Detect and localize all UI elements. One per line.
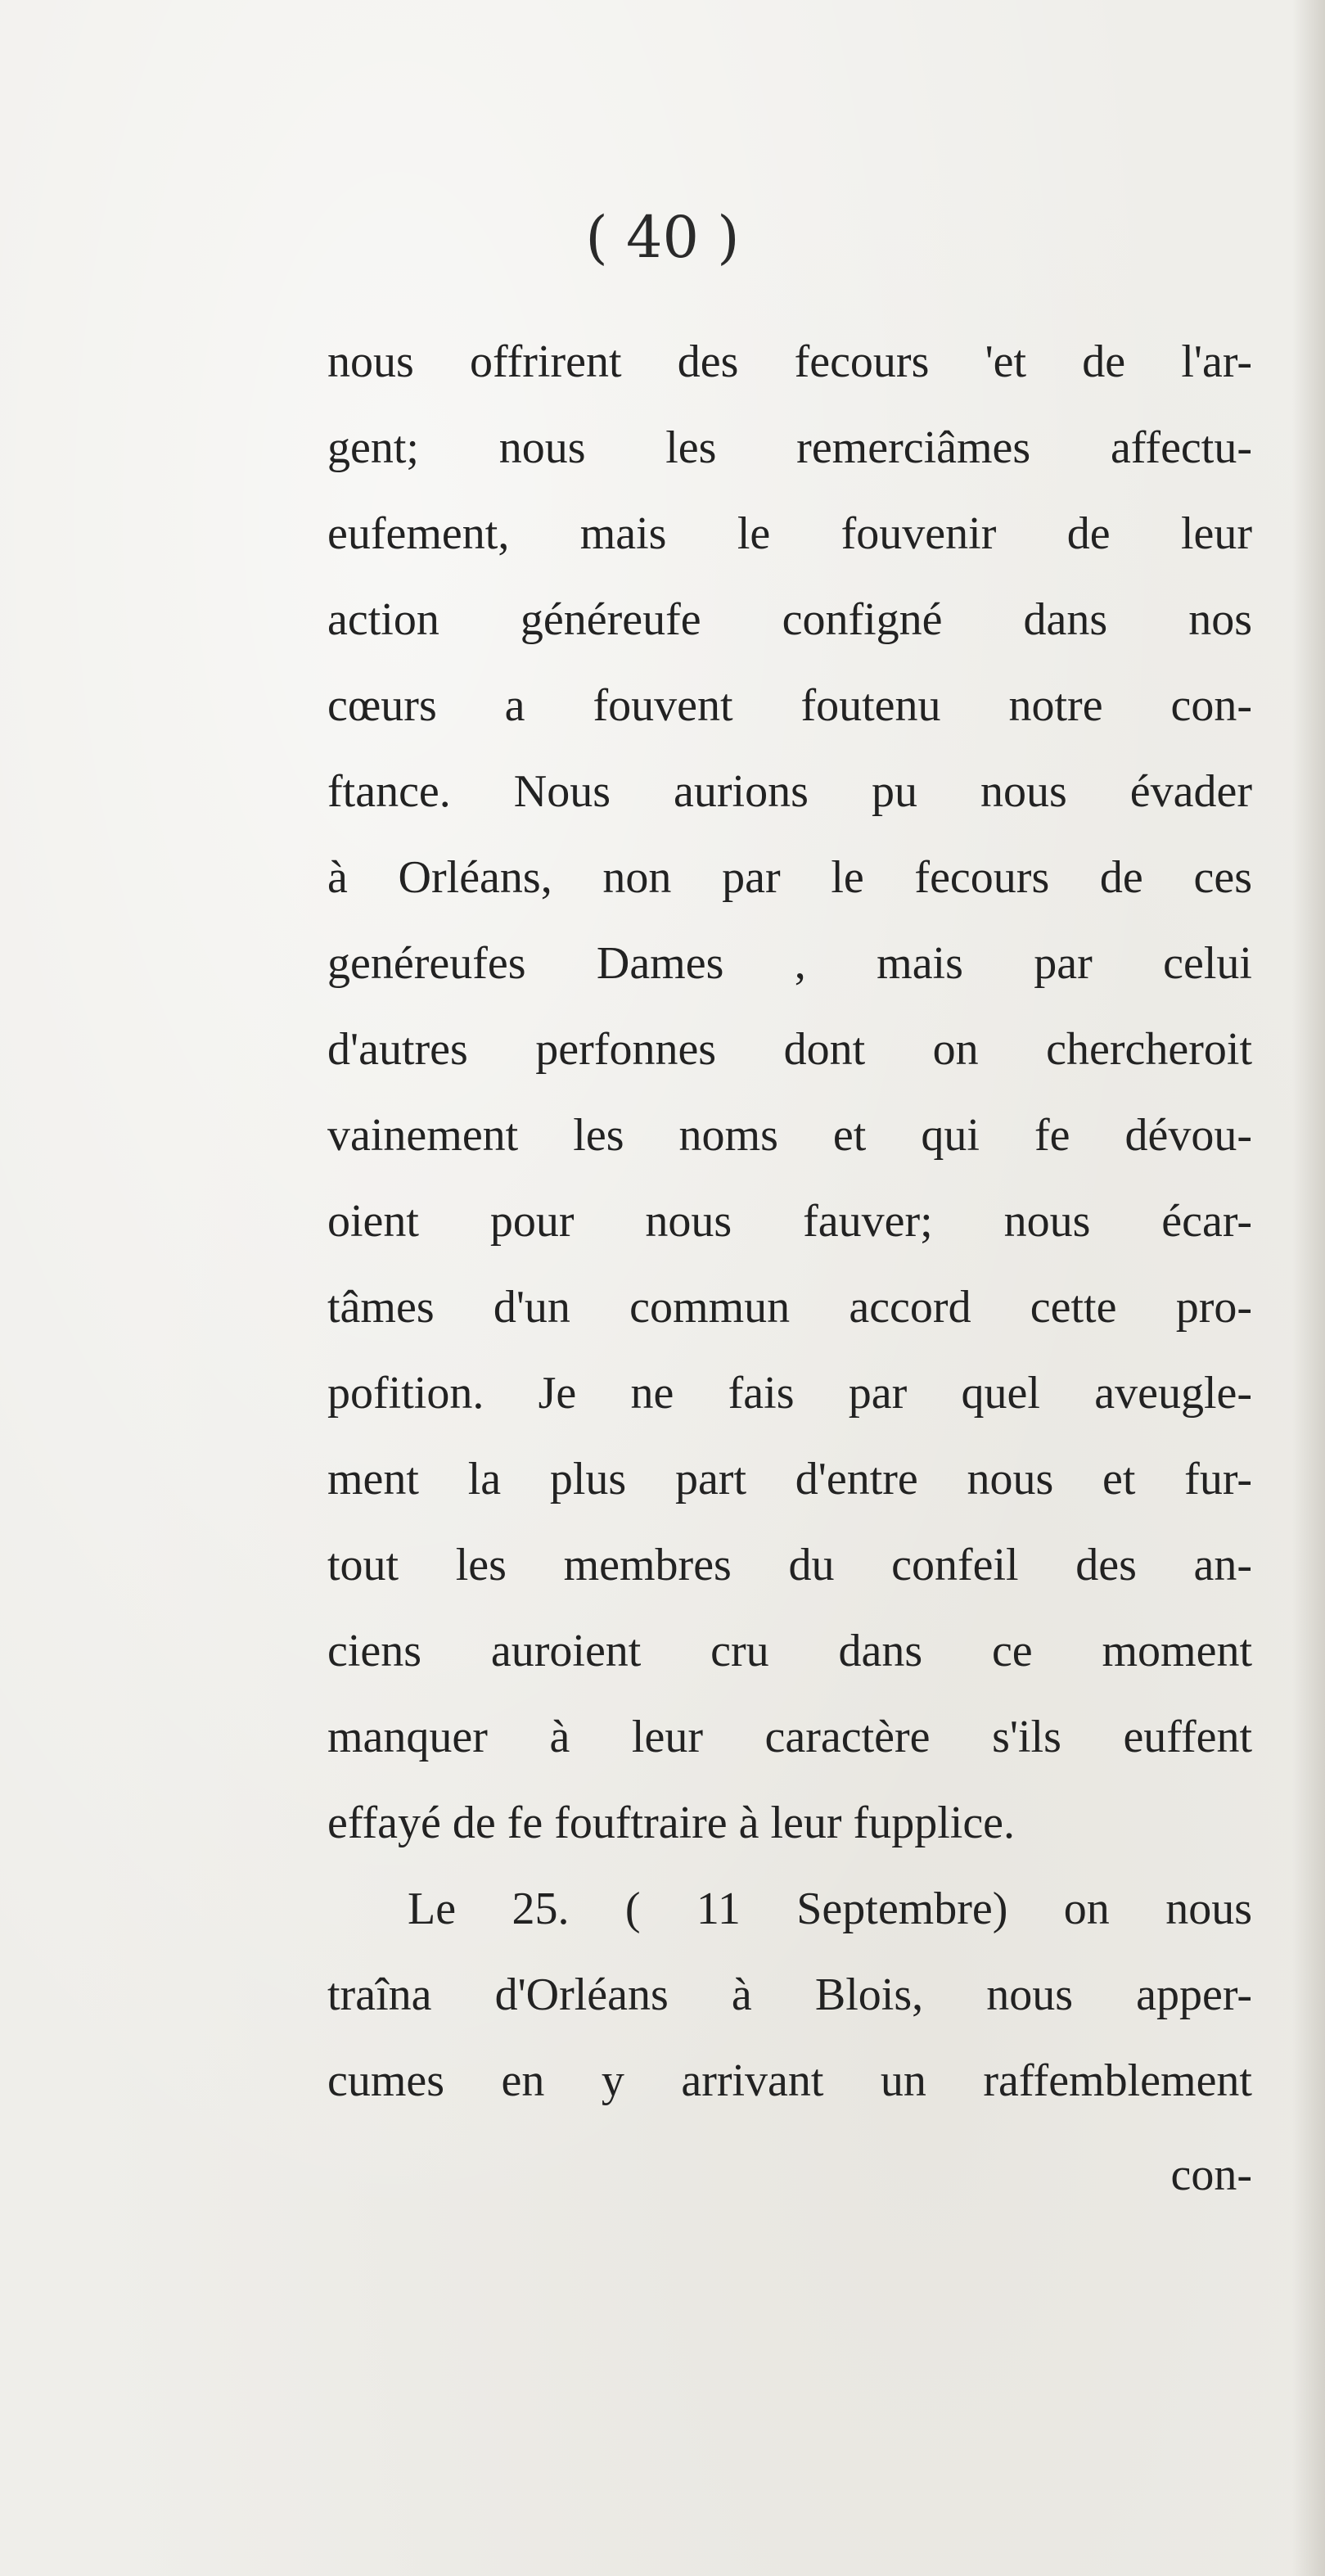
text-line: gent; nous les remerciâmes affectu- (327, 422, 1252, 473)
text-line: à Orléans, non par le fecours de ces (327, 852, 1252, 903)
text-line: cumes en y arrivant un raffemblement (327, 2055, 1252, 2106)
text-line: pofition. Je ne fais par quel aveugle- (327, 1368, 1252, 1419)
paragraph-end-line: effayé de fe fouftraire à leur fupplice. (327, 1798, 1016, 1848)
text-line: cœurs a fouvent foutenu notre con- (327, 680, 1252, 731)
text-line: manquer à leur caractère s'ils euffent (327, 1712, 1252, 1762)
paragraph-start-line: Le 25. ( 11 Septembre) on nous (408, 1884, 1252, 1934)
text-line: d'autres perfonnes dont on chercheroit (327, 1024, 1252, 1075)
text-line: tout les membres du confeil des an- (327, 1540, 1252, 1590)
text-line: nous offrirent des fecours 'et de l'ar- (327, 336, 1252, 387)
text-line: oient pour nous fauver; nous écar- (327, 1196, 1252, 1247)
text-line: vainement les noms et qui fe dévou- (327, 1110, 1252, 1161)
text-line: ment la plus part d'entre nous et fur- (327, 1454, 1252, 1505)
text-line: eufement, mais le fouvenir de leur (327, 508, 1252, 559)
text-line: traîna d'Orléans à Blois, nous apper- (327, 1969, 1252, 2020)
text-line: tâmes d'un commun accord cette pro- (327, 1282, 1252, 1333)
catchword: con- (1170, 2150, 1252, 2200)
body-text (327, 319, 1252, 2218)
text-line: ftance. Nous aurions pu nous évader (327, 766, 1252, 817)
page-number: ( 40 ) (585, 204, 740, 271)
text-line: action généreufe configné dans nos (327, 594, 1252, 645)
page-edge-shadow (1292, 0, 1325, 2576)
text-line: genéreufes Dames , mais par celui (327, 938, 1252, 989)
text-line: ciens auroient cru dans ce moment (327, 1626, 1252, 1676)
